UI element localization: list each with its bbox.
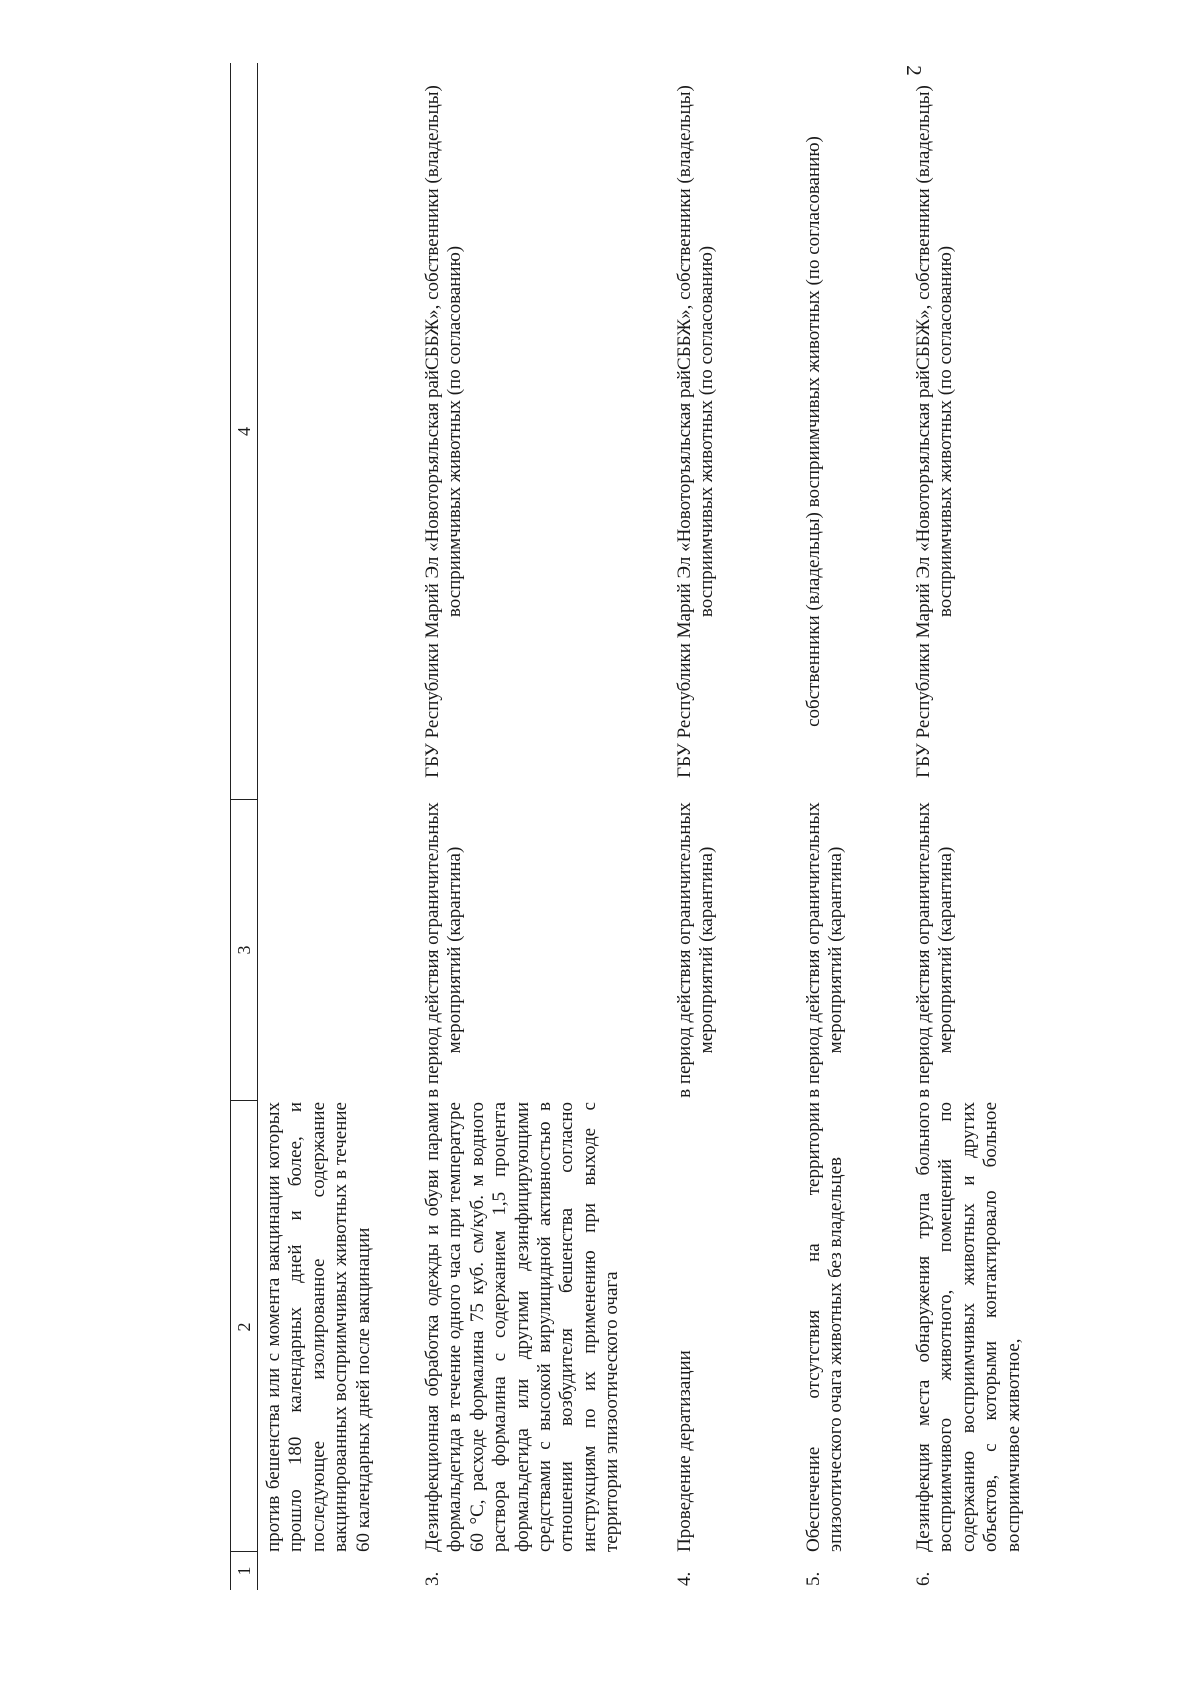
responsible-cell: ГБУ Республики Марий Эл «Новоторъяльская райСББЖ», собственники (владельцы) восприимчивых животных (по согласованию) <box>422 85 466 778</box>
table-header <box>230 63 258 1590</box>
header-col-3: 3 <box>234 945 254 955</box>
row-number: 5. <box>803 1571 824 1586</box>
row-number: 4. <box>674 1571 695 1586</box>
row-number: 6. <box>913 1571 934 1586</box>
measure-cell: Дезинфекционная обработка одежды и обуви парами формальдегида в течение одного часа при температуре 60 °C, расходе формалина 75 куб. см/куб. м водного раствора формалина с содержанием 1,5 процента формальдегида или другими дезинфицирующими средствами с высокой вирулицидной активностью в отношении возбудителя бешенства согласно инструкциям по их применению при выходе с территории эпизоотического очага <box>422 1102 623 1552</box>
header-divider <box>231 1100 257 1101</box>
period-cell: в период действия ограничительных мероприятий (карантина) <box>674 802 718 1098</box>
row-number: 3. <box>422 1571 443 1586</box>
header-col-1: 1 <box>234 1566 254 1576</box>
page-number: 2 <box>901 65 926 76</box>
measure-cell: против бешенства или с момента вакцинации которых прошло 180 календарных дней и более, и последующее изолированное содержание вакцинированных восприимчивых животных в течение 60 календарных дней после вакцинации <box>263 1102 374 1552</box>
header-col-4: 4 <box>234 427 254 436</box>
period-cell: в период действия ограничительных мероприятий (карантина) <box>803 802 847 1098</box>
period-cell: в период действия ограничительных мероприятий (карантина) <box>422 802 466 1098</box>
responsible-cell: ГБУ Республики Марий Эл «Новоторъяльская райСББЖ», собственники (владельцы) восприимчивых животных (по согласованию) <box>674 85 718 778</box>
measure-cell: Обеспечение отсутствия на территории эпизоотического очага животных без владельцев <box>803 1102 847 1552</box>
period-cell: в период действия ограничительных мероприятий (карантина) <box>913 802 957 1098</box>
measure-cell: Проведение дератизации <box>674 1350 695 1552</box>
measures-table <box>230 63 1040 1590</box>
measure-cell: Дезинфекция места обнаружения трупа больного восприимчивого животного, помещений по содержанию восприимчивых животных и других объектов, с которыми контактировало больное восприимчивое животное, <box>913 1102 1024 1552</box>
header-col-2: 2 <box>234 1322 254 1332</box>
responsible-cell: ГБУ Республики Марий Эл «Новоторъяльская райСББЖ», собственники (владельцы) восприимчивых животных (по согласованию) <box>913 85 957 778</box>
responsible-cell: собственники (владельцы) восприимчивых животных (по согласованию) <box>803 136 824 727</box>
